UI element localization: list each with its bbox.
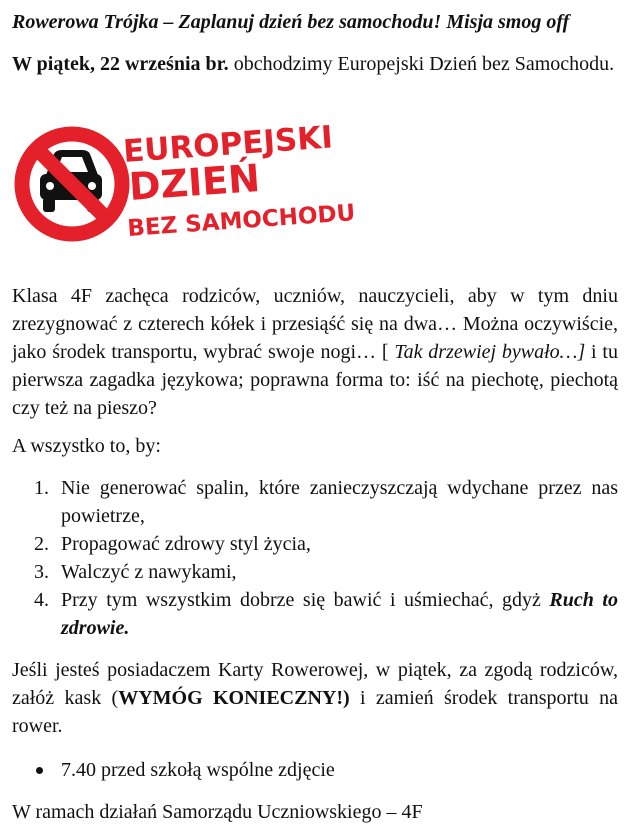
bike-card-text-b: i zamień środek transportu na rower.: [12, 687, 618, 737]
list-item: [12, 558, 618, 586]
motto-text: Ruch to zdrowie.: [61, 589, 618, 639]
list-text: Przy tym wszystkim dobrze się bawić i uśmiechać, gdyż: [61, 589, 550, 611]
list-item: [12, 586, 618, 642]
list-text: Nie generować spalin, które zanieczyszczają wdychane przez nas powietrze,: [61, 477, 618, 527]
invitation-text-a: Klasa 4F zachęca rodziców, uczniów, nauczycieli, aby w tym dniu zrezygnować z czterech kółek i przesiąść się na dwa… Można oczywiście, jako środek transportu, wybrać swoje nogi… [: [12, 285, 618, 363]
no-car-sign-icon: [22, 134, 122, 234]
list-item: [12, 474, 618, 530]
bullet-icon: [36, 767, 43, 774]
list-item: [12, 756, 618, 784]
logo-line-dzien: DZIEŃ: [127, 155, 262, 209]
car-free-day-logo: [12, 118, 364, 270]
list-text: Propagować zdrowy styl życia,: [61, 533, 311, 555]
list-text: Walczyć z nawykami,: [61, 561, 237, 583]
signature: W ramach działań Samorządu Uczniowskiego – 4F: [12, 801, 423, 823]
invitation-text-b: i tu pierwsza zagadka językowa; poprawna forma to: iść na piechotę, piechotą czy też na pieszo?: [12, 341, 618, 419]
bike-card-text-a: Jeśli jesteś posiadaczem Karty Rowerowej, w piątek, za zgodą rodziców, załóż kask (: [12, 659, 618, 709]
list-number: 4.: [34, 589, 49, 611]
schedule-text: 7.40 przed szkołą wspólne zdjęcie: [61, 759, 335, 781]
list-item: [12, 530, 618, 558]
bike-card-paragraph: [12, 656, 618, 740]
invitation-italic: Tak drzewiej bywało…]: [394, 341, 586, 363]
invitation-paragraph: [12, 282, 618, 422]
lead-sentence: A wszystko to, by:: [12, 435, 161, 457]
logo-line-europejski: EUROPEJSKI: [122, 119, 334, 170]
intro-paragraph: [12, 50, 618, 78]
list-number: 2.: [34, 533, 49, 555]
logo-line-bez-samochodu: BEZ SAMOCHODU: [126, 200, 357, 242]
document-title: Rowerowa Trójka – Zaplanuj dzień bez samochodu! Misja smog off: [12, 11, 570, 33]
intro-date: W piątek, 22 września br.: [12, 53, 229, 75]
list-number: 1.: [34, 477, 49, 499]
schedule-list: [12, 756, 618, 784]
goals-list: [12, 474, 618, 642]
helmet-requirement: WYMÓG KONIECZNY!): [118, 687, 350, 709]
list-number: 3.: [34, 561, 49, 583]
intro-text: obchodzimy Europejski Dzień bez Samochodu.: [228, 53, 615, 75]
